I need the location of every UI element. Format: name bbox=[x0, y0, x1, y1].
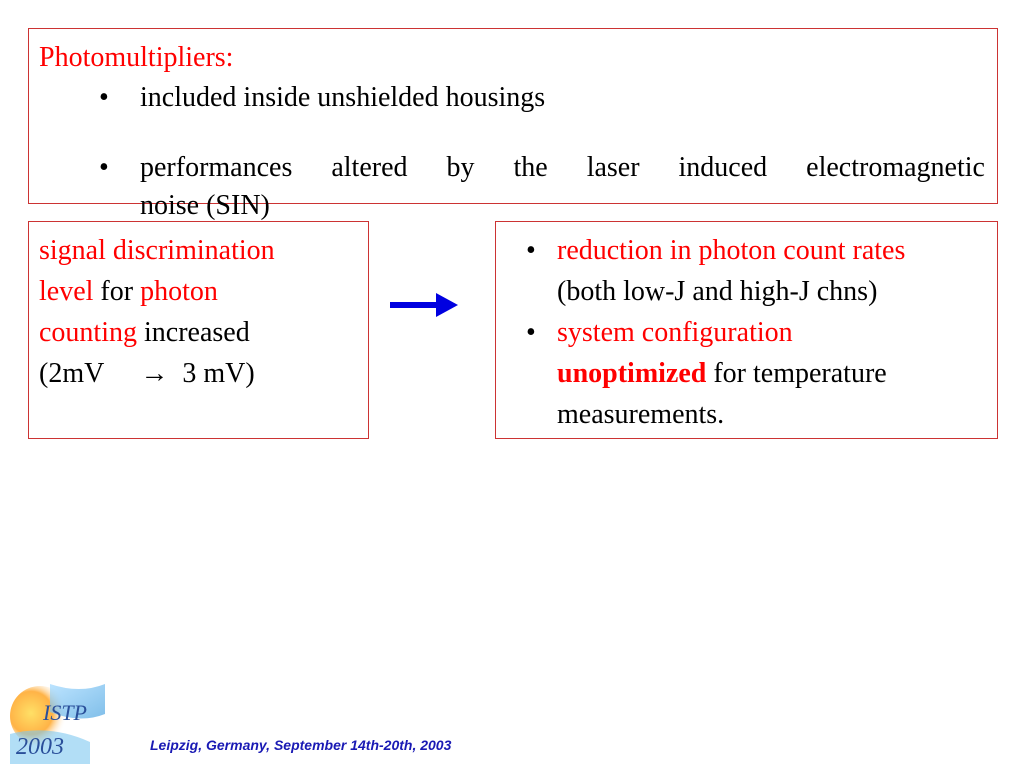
bullet-text bbox=[557, 230, 905, 312]
photomultipliers-box bbox=[28, 28, 998, 221]
highlight-text: counting bbox=[39, 317, 137, 348]
plain-text: for temperature bbox=[706, 358, 887, 389]
word: altered bbox=[331, 152, 408, 183]
logo-text: ISTP bbox=[43, 700, 87, 725]
box-text bbox=[39, 230, 275, 394]
plain-text: for bbox=[93, 276, 141, 307]
text-line bbox=[39, 271, 275, 312]
plain-text: increased bbox=[137, 317, 250, 348]
istp-logo bbox=[10, 684, 110, 764]
bullet-dot: • bbox=[99, 82, 109, 113]
right-arrow-icon bbox=[390, 290, 458, 320]
arrow-glyph: → bbox=[140, 358, 169, 389]
bullet-text bbox=[557, 312, 887, 435]
emphasis-text: unoptimized bbox=[557, 358, 707, 389]
text-line: reduction in photon count rates bbox=[557, 235, 906, 266]
footer-text: Leipzig, Germany, September 14th-20th, 2003 bbox=[150, 737, 452, 753]
bullet-dot: • bbox=[526, 317, 536, 348]
word: the bbox=[513, 152, 548, 183]
text-line bbox=[557, 353, 887, 394]
consequences-box bbox=[495, 221, 998, 439]
word: electromagnetic bbox=[806, 152, 985, 183]
text-line: system configuration bbox=[557, 317, 793, 348]
text-line: measurements. bbox=[557, 399, 725, 430]
highlight-text: level bbox=[39, 276, 94, 307]
text-line: (both low-J and high-J chns) bbox=[557, 276, 878, 307]
plain-text: (2mV bbox=[39, 358, 105, 389]
word: laser bbox=[586, 152, 640, 183]
word: by bbox=[446, 152, 475, 183]
bullet-text bbox=[140, 149, 985, 225]
text-line bbox=[39, 353, 275, 394]
highlight-text: photon bbox=[140, 276, 218, 307]
text-line: signal discrimination bbox=[39, 235, 275, 266]
word: performances bbox=[140, 152, 293, 183]
bullet-dot: • bbox=[99, 152, 109, 183]
plain-text: 3 mV) bbox=[182, 358, 255, 389]
logo-text: 2003 bbox=[16, 734, 64, 760]
bullet-dot: • bbox=[526, 235, 536, 266]
box-title: Photomultipliers: bbox=[39, 42, 234, 73]
text-line bbox=[39, 312, 275, 353]
justified-line bbox=[140, 149, 985, 187]
signal-discrimination-box bbox=[28, 221, 369, 439]
word: induced bbox=[678, 152, 768, 183]
bullet-text: included inside unshielded housings bbox=[140, 82, 546, 113]
continuation-line: noise (SIN) bbox=[140, 190, 270, 221]
